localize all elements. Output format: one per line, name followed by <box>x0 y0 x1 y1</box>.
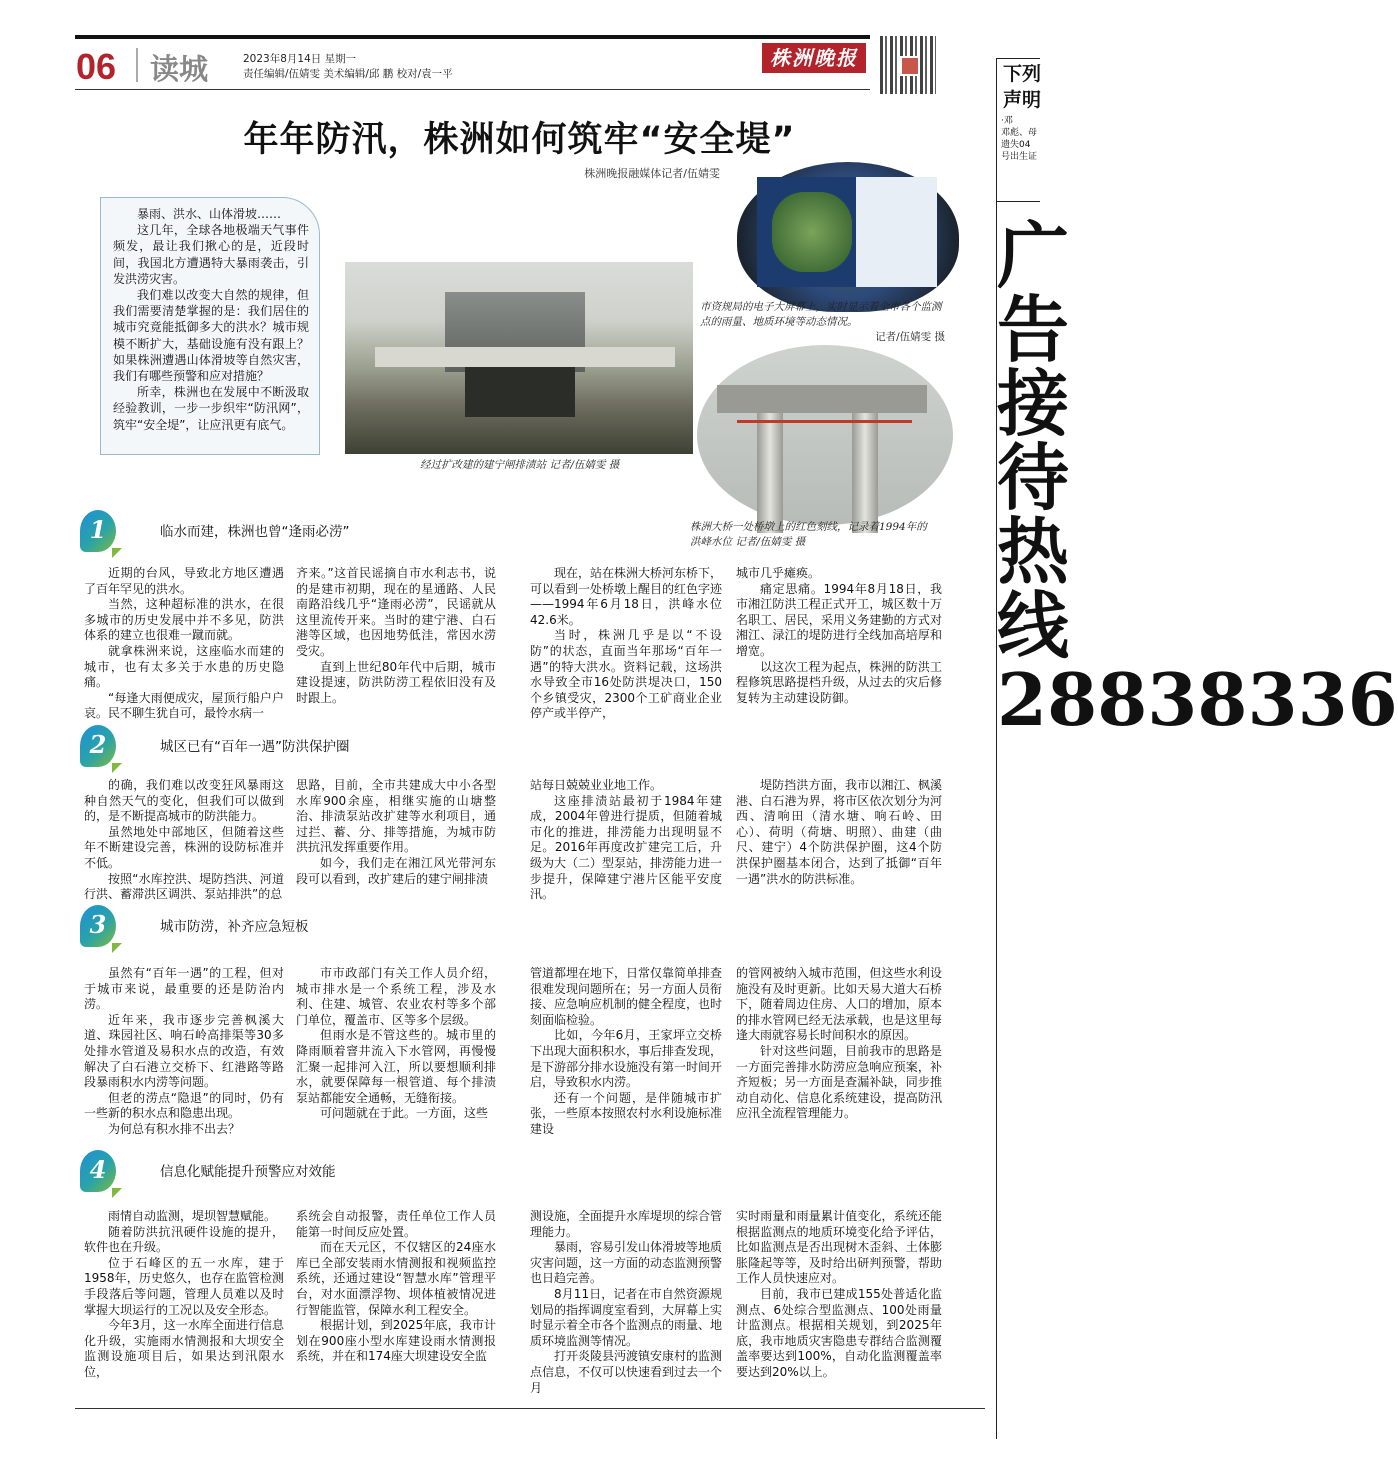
issue-date: 2023年8月14日 星期一 <box>243 53 357 65</box>
paragraph: 现在，站在株洲大桥河东桥下，可以看到一处桥墩上醒目的红色字迹——1994年6月18日，洪峰水位42.6米。 <box>530 566 723 627</box>
photo-caption <box>700 300 945 345</box>
section-name: 读城 <box>150 52 209 86</box>
issue-meta <box>243 52 453 82</box>
paragraph: 今年3月，这一水库全面进行信息化升级，实施雨水情测报和大坝安全监测设施项目后，如果达到汛限水位， <box>84 1318 284 1379</box>
article-title: 年年防汛，株洲如何筑牢“安全堤” <box>243 120 796 160</box>
paragraph: 为何总有积水排不出去？ <box>108 1121 241 1136</box>
paragraph: 还有一个问题，是伴随城市扩张，一些原本按照农村水利设施标准建设 <box>530 1090 723 1136</box>
section-heading: 临水而建，株洲也曾“逢雨必涝” <box>160 524 350 540</box>
paragraph: 8月11日，记者在市自然资源规划局的指挥调度室看到，大屏幕上实时显示着全市各个监测点的雨量、地质环境监测等情况。 <box>530 1286 723 1348</box>
paragraph: 当然，这种超标准的洪水，在很多城市的历史发展中并不多见，防洪体系的建立也很难一蹴而就。 <box>84 597 284 643</box>
notice-text: ·邓 邓彪、母 遗失04 号出生证 <box>1001 116 1038 162</box>
paragraph: 近年来，我市逐步完善枫溪大道、珠园社区、响石岭高排渠等30多处排水管道及易积水点的改造，有效解决了白石港立交桥下、红港路等路段暴雨积水内涝等问题。 <box>84 1012 284 1090</box>
paragraph: 城市几乎瘫痪。 <box>736 566 821 580</box>
paragraph: 打开炎陵县沔渡镇安康村的监测点信息，不仅可以快速看到过去一个月 <box>530 1349 723 1395</box>
text-column <box>84 778 284 903</box>
paragraph: 测设施，全面提升水库堤坝的综合管理能力。 <box>530 1209 723 1239</box>
text-column <box>530 778 722 903</box>
section-heading: 信息化赋能提升预警应对效能 <box>160 1164 336 1180</box>
qr-code-icon <box>880 36 936 94</box>
paragraph: 堤防挡洪方面，我市以湘江、枫溪港、白石港为界，将市区依次划分为河西、清响田（清水塘、响石岭、田心）、荷明（荷塘、明照）、曲建（曲尺、建宁）4个防洪保护圈，这4个防洪保护圈基本闭合，达到了抵御“百年一遇”洪水的防洪标准。 <box>736 778 942 886</box>
pump-station-photo <box>345 262 693 454</box>
paragraph: 虽然地处中部地区，但随着这些年不断建设完善，株洲的设防标准并不低。 <box>84 824 284 870</box>
intro-box <box>100 197 320 455</box>
paragraph: 雨情自动监测，堤坝智慧赋能。 <box>108 1209 277 1223</box>
text-column <box>530 966 722 1138</box>
paragraph: 这几年，全球各地极端天气事件频发，最让我们揪心的是，近段时间，我国北方遭遇特大暴雨袭击，引发洪涝灾害。 <box>113 223 309 286</box>
paragraph: 而在天元区，不仅辖区的24座水库已全部安装雨水情测报和视频监控系统，还通过建设“智慧水库”管理平台，对水面漂浮物、坝体植被情况进行智能监管，保障水利工程安全。 <box>296 1240 496 1317</box>
text-column <box>84 566 284 722</box>
editors: 责任编辑/伍婧雯 美术编辑/邱 鹏 校对/袁一平 <box>243 68 453 80</box>
paragraph: 当时，株洲几乎是以“不设防”的状态，直面当年那场“百年一遇”的特大洪水。资料记载，这场洪水导致全市16处防洪堤决口，150个乡镇受灾，2300个工矿商业企业停产或半停产， <box>530 628 722 721</box>
section-number-badge: 2 <box>80 725 116 767</box>
paragraph: 虽然有“百年一遇”的工程，但对于城市来说，最重要的还是防治内涝。 <box>84 966 284 1012</box>
paragraph: 管道都埋在地下，日常仅靠简单排查很难发现问题所在；另一方面人员衔接、应急响应机制的健全程度，也时刻面临检验。 <box>530 966 723 1027</box>
paragraph: 针对这些问题，目前我市的思路是一方面完善排水防涝应急响应预案，补齐短板；另一方面是查漏补缺，同步推动自动化、信息化系统建设，提高防汛应汛全流程管理能力。 <box>736 1043 942 1121</box>
notice-heading: 下列 声明 <box>1003 63 1042 111</box>
ad-hotline: 广告接待热线28838336 <box>997 213 1398 742</box>
paragraph: “每逢大雨便成灾，屋顶行船户户哀。民不聊生犹自可，最怜水病一 <box>84 690 284 721</box>
paragraph: 按照“水库控洪、堤防挡洪、河道行洪、蓄滞洪区调洪、泵站排洪”的总 <box>84 871 284 902</box>
paragraph: 但雨水是不管这些的。城市里的降雨顺着窨井流入下水管网，再慢慢汇聚一起排河入江，所以要想顺利排水，就要保障每一根管道、每个排渍泵站都能安全通畅，无缝衔接。 <box>296 1028 496 1105</box>
paragraph: 可问题就在于此。一方面，这些 <box>320 1106 489 1121</box>
paragraph: 根据计划，到2025年底，我市计划在900座小型水库建设雨水情测报系统，并在和174座大坝建设安全监 <box>296 1318 496 1364</box>
text-column <box>296 778 496 887</box>
paragraph: 站每日兢兢业业地工作。 <box>530 778 663 792</box>
text-column <box>296 966 496 1122</box>
text-column <box>296 1209 496 1365</box>
monitor-screen-photo <box>735 160 961 314</box>
paragraph: 市市政部门有关工作人员介绍，城市排水是一个系统工程，涉及水利、住建、城管、农业农村等多个部门单位，覆盖市、区等多个层级。 <box>296 966 496 1027</box>
page-number: 06 <box>76 46 117 87</box>
header-rule <box>75 89 870 90</box>
text-column <box>736 566 942 706</box>
paragraph: 暴雨，容易引发山体滑坡等地质灾害问题，这一方面的动态监测预警也日趋完善。 <box>530 1240 723 1286</box>
paragraph: 比如，今年6月，王家坪立交桥下出现大面积积水，事后排查发现，是下游部分排水设施没有第一时间开启，导致积水内涝。 <box>530 1028 723 1090</box>
paragraph: 如今，我们走在湘江风光带河东段可以看到，改扩建后的建宁闸排渍 <box>296 855 496 886</box>
caption-text: 市资规局的电子大屏幕上，实时显示着全市各个监测点的雨量、地质环境等动态情况。 <box>700 301 942 328</box>
caption-credit: 记者/伍婧雯 摄 <box>875 331 945 343</box>
text-column <box>530 566 722 722</box>
bridge-pier-photo <box>697 345 953 525</box>
text-column <box>736 966 942 1122</box>
paragraph: 暴雨、洪水、山体滑坡…… <box>137 207 282 221</box>
paragraph: 思路，目前，全市共建成大中小各型水库900余座，相继实施的山塘整治、排渍泵站改扩建等水利项目，通过拦、蓄、分、排等措施，为城市防洪抗汛发挥重要作用。 <box>296 778 496 855</box>
paragraph: 的确，我们难以改变狂风暴雨这种自然天气的变化，但我们可以做到的，是不断提高城市的防洪能力。 <box>84 778 284 824</box>
section-heading: 城区已有“百年一遇”防洪保护圈 <box>160 739 350 755</box>
paragraph: 位于石峰区的五一水库，建于1958年，历史悠久，也存在监管检测手段落后等问题，管理人员难以及时掌握大坝运行的工况以及安全形态。 <box>84 1255 284 1317</box>
text-column <box>736 1209 942 1381</box>
paragraph: 所幸，株洲也在发展中不断汲取经验教训，一步一步织牢“防汛网”，筑牢“安全堤”，让应汛更有底气。 <box>113 385 309 432</box>
photo-caption: 株洲大桥一处桥墩上的红色刻线，记录着1994年的洪峰水位 记者/伍婧雯 摄 <box>690 521 927 548</box>
paragraph: 目前，我市已建成155处普适化监测点、6处综合型监测点、100处雨量计监测点。根据相关规划，到2025年底，我市地质灾害隐患专群结合监测覆盖率要达到100%，自动化监测覆盖率要达到20%以上。 <box>736 1286 942 1379</box>
text-column <box>84 966 284 1138</box>
paragraph: 近期的台风，导致北方地区遭遇了百年罕见的洪水。 <box>84 566 284 596</box>
paragraph: 的管网被纳入城市范围，但这些水利设施没有及时更新。比如天易大道大石桥下，随着周边住房、人口的增加，原本的排水管网已经无法承载，也是这里每逢大雨就容易长时间积水的原因。 <box>736 966 942 1043</box>
paragraph: 系统会自动报警，责任单位工作人员能第一时间反应处置。 <box>296 1209 496 1239</box>
paragraph: 痛定思痛。1994年8月18日，我市湘江防洪工程正式开工，城区数十万名职工、居民，采用义务建勤的方式对湘江、渌江的堤防进行全线加高培厚和增宽。 <box>736 581 942 658</box>
adjacent-page-strip <box>996 58 1398 1439</box>
section-number-badge: 1 <box>80 510 116 552</box>
top-rule <box>75 35 870 39</box>
text-column <box>296 566 496 706</box>
paragraph: 随着防洪抗汛硬件设施的提升，软件也在升级。 <box>84 1224 284 1255</box>
paragraph: 实时雨量和雨量累计值变化，系统还能根据监测点的地质环境变化给予评估，比如监测点是否出现树木歪斜、土体膨胀隆起等等，及时给出研判预警，帮助工作人员快速应对。 <box>736 1209 942 1286</box>
paragraph: 这座排渍站最初于1984年建成，2004年曾进行提质，但随着城市化的推进，排涝能力出现明显不足。2016年再度改扩建完工后，升级为大（二）型泵站，排涝能力进一步提升，保障建宁港片区能平安度汛。 <box>530 793 723 902</box>
paragraph: 我们难以改变大自然的规律，但我们需要清楚掌握的是：我们居住的城市究竟能抵御多大的洪水？城市规模不断扩大，基础设施有没有跟上？如果株洲遭遇山体滑坡等自然灾害，我们有哪些预警和应对措施？ <box>113 288 309 384</box>
text-column <box>84 1209 284 1381</box>
section-number-badge: 3 <box>80 905 116 947</box>
text-column <box>736 778 942 887</box>
paragraph: 直到上世纪80年代中后期，城市建设提速，防洪防涝工程依旧没有及时跟上。 <box>296 659 496 705</box>
paragraph: 齐来。”这首民谣摘自市水利志书，说的是建市初期，现在的星通路、人民南路沿线几乎“逢雨必涝”，民谣就从这里流传开来。当时的建宁港、白石港等区域，也因地势低洼，常因水涝受灾。 <box>296 566 496 658</box>
paragraph: 就拿株洲来说，这座临水而建的城市，也有太多关于水患的历史隐痛。 <box>84 643 284 690</box>
photo-caption: 经过扩改建的建宁闸排渍站 记者/伍婧雯 摄 <box>420 459 620 471</box>
paragraph: 但老的涝点“隐退”的同时，仍有一些新的积水点和隐患出现。 <box>84 1090 284 1121</box>
text-column <box>530 1209 722 1396</box>
byline: 株洲晚报融媒体记者/伍婧雯 <box>584 167 720 180</box>
divider <box>997 201 1040 202</box>
newspaper-logo: 株洲晚报 <box>762 43 866 73</box>
paragraph: 以这次工程为起点，株洲的防洪工程修筑思路提档升级，从过去的灾后修复转为主动建设防御。 <box>736 659 942 705</box>
section-heading: 城市防涝，补齐应急短板 <box>160 919 309 935</box>
divider <box>136 48 138 82</box>
bottom-rule <box>75 1408 985 1409</box>
section-number-badge: 4 <box>80 1150 116 1192</box>
